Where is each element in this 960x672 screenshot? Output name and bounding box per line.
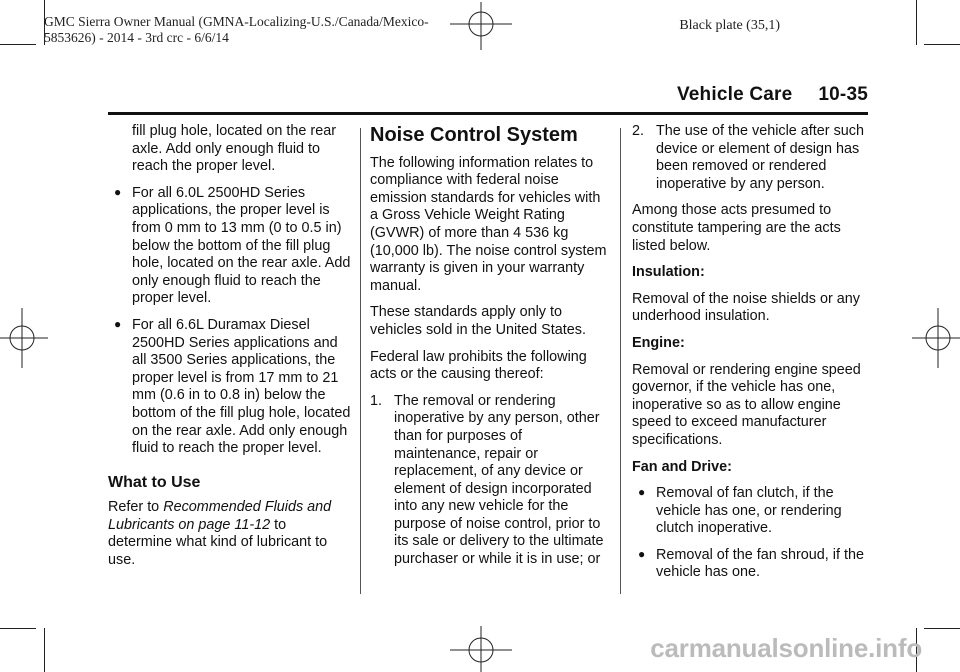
bullet-icon: ● xyxy=(638,485,646,500)
subheading-what-to-use: What to Use xyxy=(108,473,201,491)
paragraph-compliance: The following information relates to compliance with federal noise emission standards for vehicles with a Gross Vehicle Weight Rating (GVWR) of more than 4 536 kg (10,000 lb). The noise control system warranty is given in your warranty manual. xyxy=(370,154,607,294)
paragraph-engine: Removal or rendering engine speed governor, if the vehicle has one, inoperative so as to allow engine speed to exceed manufacturer specifications. xyxy=(632,361,861,448)
reference-prefix: Refer to xyxy=(108,499,164,516)
crop-mark-bottom-right-h xyxy=(924,628,960,629)
registration-mark-bottom xyxy=(450,626,512,672)
label-engine: Engine: xyxy=(632,334,685,351)
list-item xyxy=(632,485,872,538)
item-number: 2. xyxy=(632,123,645,139)
paragraph-what-to-use xyxy=(108,499,352,569)
registration-mark-right xyxy=(912,308,960,368)
column-1 xyxy=(108,123,352,579)
section-title: Vehicle Care xyxy=(676,84,793,105)
header-rule xyxy=(108,112,868,115)
document-info-line-2: 5853626) - 2014 - 3rd crc - 6/6/14 xyxy=(44,30,229,45)
column-divider-1 xyxy=(360,128,361,594)
numbered-item xyxy=(370,393,610,569)
watermark-logo: carmanualsonline.info xyxy=(650,633,922,663)
label-fan-and-drive: Fan and Drive: xyxy=(632,458,732,475)
page-number: 10-35 xyxy=(818,84,868,105)
paragraph-fill-plug: fill plug hole, located on the rear axle. Add only enough fluid to reach the proper level. xyxy=(132,123,336,175)
list-item xyxy=(108,317,352,458)
crop-mark-bottom-left-v xyxy=(44,628,45,672)
registration-mark-top xyxy=(450,2,512,50)
crop-mark-top-left-h xyxy=(0,44,36,45)
numbered-item-text: The removal or rendering inoperative by any person, other than for purposes of maintenance, repair or replacement, of any device or element of design incorporated into any new vehicle for the purpose of noise control, prior to its sale or delivery to the ultimate purchaser or while it is in use; or xyxy=(394,392,604,568)
bullet-icon: ● xyxy=(114,184,122,199)
numbered-item-text: The use of the vehicle after such device or element of design has been removed or rendered inoperative by any person. xyxy=(656,123,864,192)
list-item xyxy=(108,185,352,308)
bullet-icon: ● xyxy=(638,546,646,561)
document-info-line-1: GMC Sierra Owner Manual (GMNA-Localizing-U.S./Canada/Mexico- xyxy=(44,14,429,29)
reference-suffix: to determine what kind of lubricant to use. xyxy=(108,516,328,569)
cross-reference-link[interactable]: Recommended Fluids and Lubricants on page 11-12 xyxy=(108,499,332,533)
column-3 xyxy=(632,123,872,591)
document-info xyxy=(44,14,429,46)
list-item-text: Removal of the fan shroud, if the vehicle has one. xyxy=(656,546,864,581)
item-number: 1. xyxy=(370,392,383,409)
list-item xyxy=(632,547,872,582)
paragraph-insulation: Removal of the noise shields or any underhood insulation. xyxy=(632,290,860,325)
crop-mark-top-right-h xyxy=(924,44,960,45)
paragraph-standards: These standards apply only to vehicles sold in the United States. xyxy=(370,304,586,338)
bullet-icon: ● xyxy=(114,316,122,331)
column-divider-2 xyxy=(620,128,621,594)
paragraph-tampering: Among those acts presumed to constitute tampering are the acts listed below. xyxy=(632,202,841,254)
list-item-text: Removal of fan clutch, if the vehicle has one, or rendering clutch inoperative. xyxy=(656,485,842,537)
crop-mark-top-right-v xyxy=(916,0,917,45)
registration-mark-left xyxy=(0,308,48,368)
list-item-text: For all 6.6L Duramax Diesel 2500HD Series applications and all 3500 Series applications, the proper level is from 17 mm to 21 mm (0.6 in to 0.8 in) below the bottom of the fill plug hole, located on the rear axle. Add only enough fluid to reach the proper level. xyxy=(132,316,351,457)
heading-noise-control-system: Noise Control System xyxy=(370,124,578,146)
list-item-text: For all 6.0L 2500HD Series applications, the proper level is from 0 mm to 13 mm (0 to 0.5 in) below the bottom of the fill plug hole, located on the rear axle. Add only enough fluid to reach the proper level. xyxy=(132,184,351,307)
crop-mark-bottom-left-h xyxy=(0,628,36,629)
numbered-item xyxy=(632,123,872,193)
section-header xyxy=(677,84,868,106)
paragraph-federal-law: Federal law prohibits the following acts or the causing thereof: xyxy=(370,348,587,383)
column-2 xyxy=(370,123,610,578)
plate-label: Black plate (35,1) xyxy=(679,18,780,33)
label-insulation: Insulation: xyxy=(632,264,705,281)
